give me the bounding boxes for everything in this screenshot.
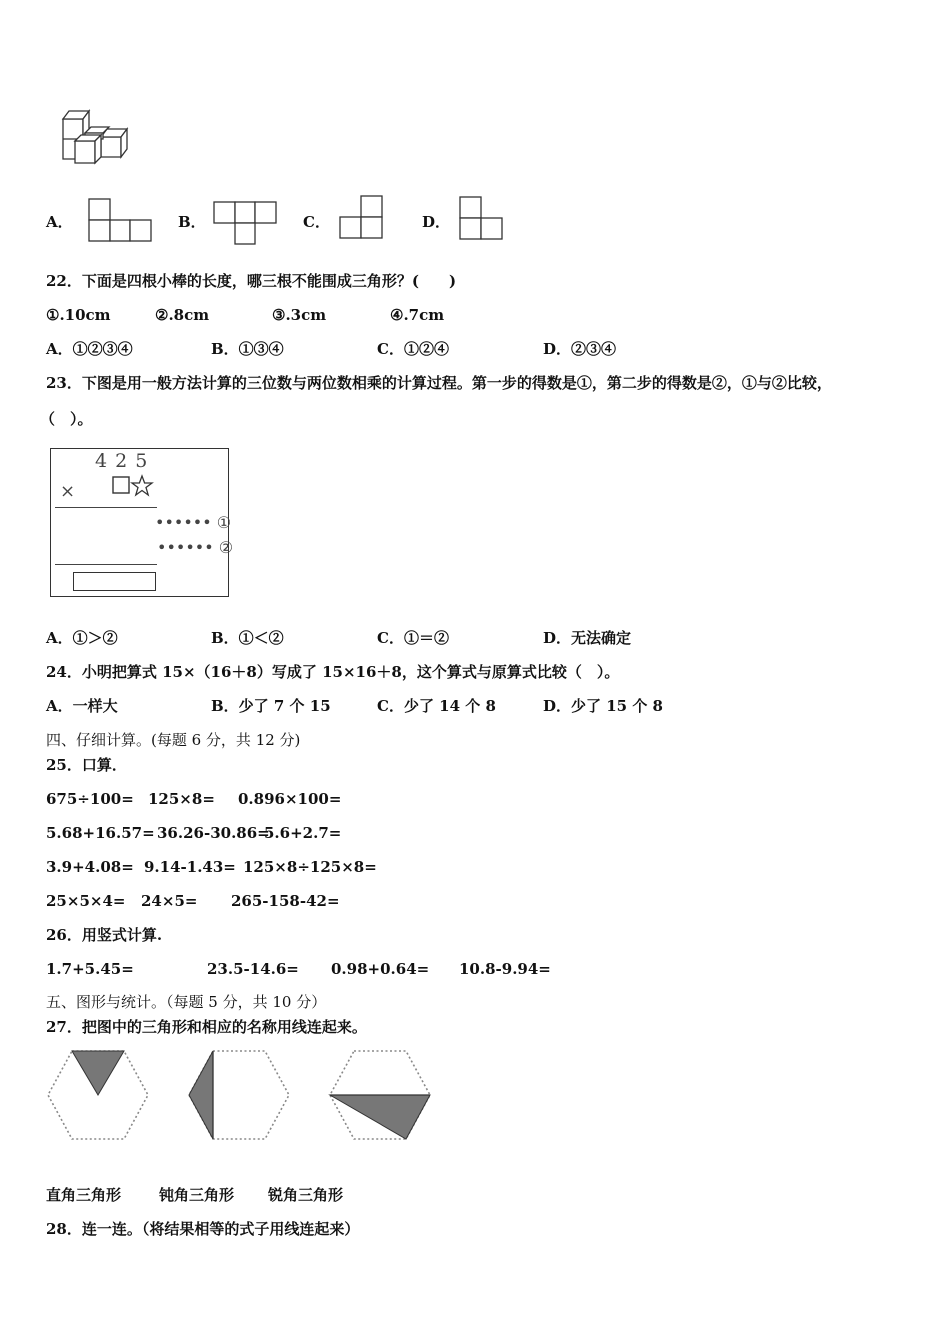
q23-option-c[interactable]: C．①＝② xyxy=(377,629,449,647)
q22-stem: 22．下面是四根小棒的长度，哪三根不能围成三角形？( ) xyxy=(46,272,457,290)
q21-option-b-letter[interactable]: B． xyxy=(178,213,206,231)
q25-item: 0.896×100= xyxy=(238,790,342,808)
section5-title: 五、图形与统计。（每题 5 分，共 10 分） xyxy=(46,993,327,1011)
q27-name-acute-triangle: 锐角三角形 xyxy=(268,1186,344,1204)
hexagon-figure-2 xyxy=(188,1050,290,1140)
q21-option-a-letter[interactable]: A． xyxy=(46,213,73,231)
q25-item: 265-158-42= xyxy=(231,892,340,910)
q27-name-obtuse-triangle: 钝角三角形 xyxy=(159,1186,235,1204)
q21-option-c-letter[interactable]: C． xyxy=(303,213,330,231)
q25-item: 3.9+4.08= xyxy=(46,858,134,876)
q23-rule-1 xyxy=(55,507,157,508)
q23-stem-line1: 23．下图是用一般方法计算的三位数与两位数相乘的计算过程。第一步的得数是①，第二步的得数是②，①与②比较， xyxy=(46,374,832,392)
q22-option-c[interactable]: C．①②④ xyxy=(377,340,449,358)
q25-item: 5.6+2.7= xyxy=(264,824,342,842)
q23-multiplication-figure xyxy=(50,448,234,597)
q23-option-b[interactable]: B．①＜② xyxy=(211,629,284,647)
q22-stick-4: ④.7cm xyxy=(390,306,445,324)
q25-item: 5.68+16.57= xyxy=(46,824,155,842)
q22-option-a[interactable]: A．①②③④ xyxy=(46,340,133,358)
q21-option-d-letter[interactable]: D． xyxy=(422,213,451,231)
q24-option-d[interactable]: D．少了 15 个 8 xyxy=(543,697,663,715)
q22-option-d[interactable]: D．②③④ xyxy=(543,340,617,358)
q27-name-right-triangle: 直角三角形 xyxy=(46,1186,122,1204)
q23-star-icon xyxy=(131,475,153,496)
q23-answer-box xyxy=(73,572,156,591)
q26-item: 23.5-14.6= xyxy=(207,960,299,978)
q23-square-icon xyxy=(112,476,130,494)
q24-option-b[interactable]: B．少了 7 个 15 xyxy=(211,697,331,715)
q25-stem: 25．口算． xyxy=(46,756,127,774)
q24-option-c[interactable]: C．少了 14 个 8 xyxy=(377,697,496,715)
q22-option-b[interactable]: B．①③④ xyxy=(211,340,284,358)
hexagon-figure-1 xyxy=(47,1050,149,1140)
q21-option-b-figure[interactable] xyxy=(213,201,277,245)
q25-item: 125×8÷125×8= xyxy=(243,858,377,876)
q26-item: 0.98+0.64= xyxy=(331,960,430,978)
q21-option-d-figure[interactable] xyxy=(459,196,503,240)
section4-title: 四、仔细计算。(每题 6 分，共 12 分) xyxy=(46,731,301,749)
q22-stick-3: ③.3cm xyxy=(272,306,327,324)
q23-times-sign: × xyxy=(60,481,76,502)
q23-stem-line2: （ ）。 xyxy=(40,410,93,428)
q25-item: 25×5×4= xyxy=(46,892,126,910)
q26-item: 10.8-9.94= xyxy=(459,960,551,978)
q25-item: 9.14-1.43= xyxy=(144,858,236,876)
q24-option-a[interactable]: A．一样大 xyxy=(46,697,118,715)
q23-rule-2 xyxy=(55,564,157,565)
q21-option-a-figure[interactable] xyxy=(88,198,152,242)
q23-option-a[interactable]: A．①＞② xyxy=(46,629,118,647)
q22-stick-1: ①.10cm xyxy=(46,306,111,324)
q24-stem: 24．小明把算式 15×（16＋8）写成了 15×16＋8，这个算式与原算式比较（ ）。 xyxy=(46,663,620,681)
cube-stack-figure xyxy=(55,105,140,165)
q25-item: 125×8= xyxy=(148,790,215,808)
q27-stem: 27．把图中的三角形和相应的名称用线连起来。 xyxy=(46,1018,367,1036)
q25-item: 36.26-30.86= xyxy=(157,824,270,842)
q25-item: 675÷100= xyxy=(46,790,134,808)
q25-item: 24×5= xyxy=(141,892,198,910)
q21-option-c-figure[interactable] xyxy=(339,195,383,239)
hexagon-figure-3 xyxy=(329,1050,431,1140)
q22-stick-2: ②.8cm xyxy=(155,306,210,324)
q23-option-d[interactable]: D．无法确定 xyxy=(543,629,632,647)
q23-step1: •••••• ① xyxy=(155,513,232,532)
q26-item: 1.7+5.45= xyxy=(46,960,134,978)
q26-stem: 26．用竖式计算. xyxy=(46,926,163,944)
q28-stem: 28．连一连。（将结果相等的式子用线连起来） xyxy=(46,1220,360,1238)
q23-multiplicand: 4 2 5 xyxy=(95,450,149,472)
q23-step2: •••••• ② xyxy=(157,538,234,557)
